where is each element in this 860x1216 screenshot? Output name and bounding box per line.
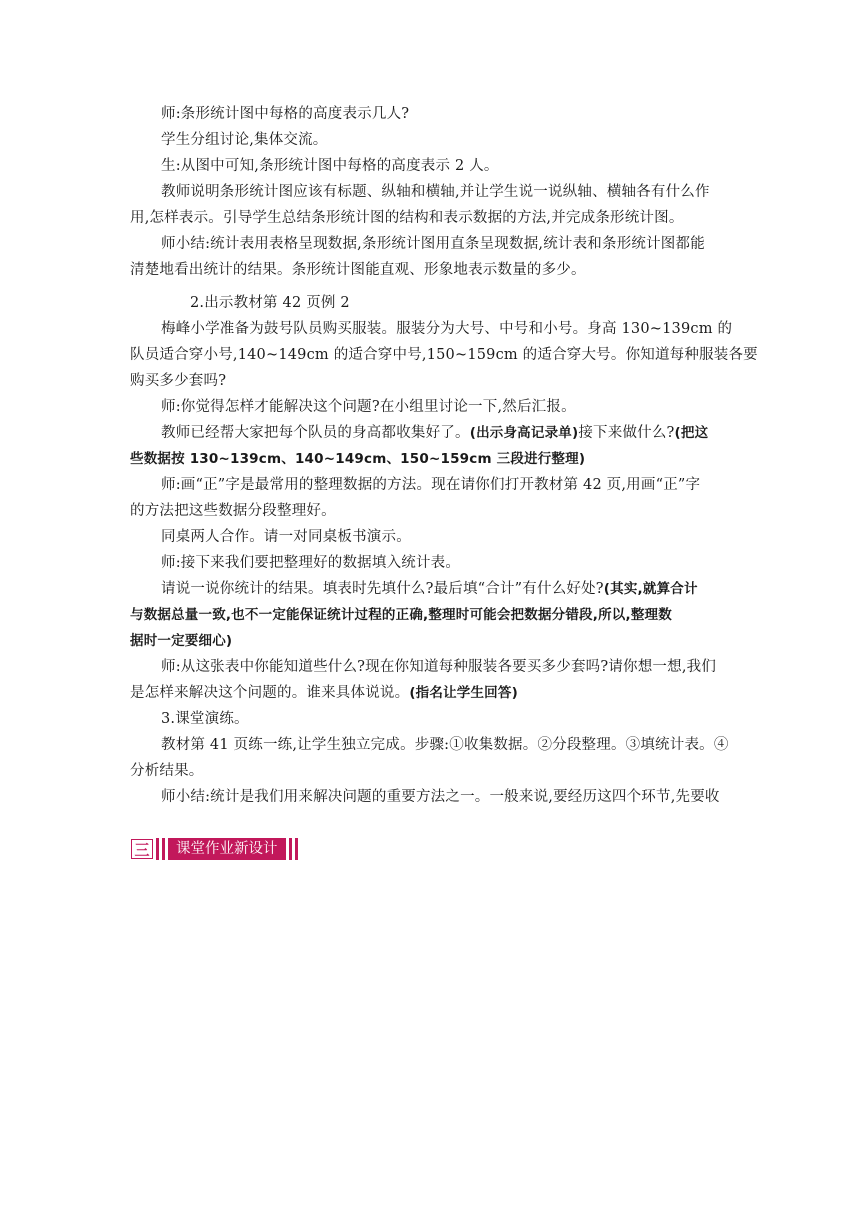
section-title: 课堂作业新设计	[168, 838, 286, 860]
paragraph: 师:从这张表中你能知道些什么?现在你知道每种服装各要买多少套吗?请你想一想,我们	[161, 659, 717, 675]
paragraph-continued: 些数据按 130~139cm、140~149cm、150~159cm 三段进行整理)	[130, 451, 586, 467]
paragraph: 梅峰小学准备为鼓号队员购买服装。服装分为大号、中号和小号。身高 130~139cm 的	[161, 321, 733, 337]
banner-stripe	[156, 838, 159, 860]
section-heading: 3.课堂演练。	[161, 711, 249, 727]
paragraph: 师:接下来我们要把整理好的数据填入统计表。	[161, 555, 461, 571]
banner-stripe	[162, 838, 165, 860]
banner-stripe	[289, 838, 292, 860]
paragraph: 请说一说你统计的结果。填表时先填什么?最后填“合计”有什么好处?(其实,就算合计	[161, 581, 698, 597]
paragraph: 同桌两人合作。请一对同桌板书演示。	[161, 529, 411, 545]
paragraph: 生:从图中可知,条形统计图中每格的高度表示 2 人。	[161, 158, 499, 174]
paragraph-continued: 分析结果。	[130, 763, 204, 779]
paragraph: 师:你觉得怎样才能解决这个问题?在小组里讨论一下,然后汇报。	[161, 399, 576, 415]
paragraph: 师:条形统计图中每格的高度表示几人?	[161, 106, 410, 122]
paragraph-continued: 购买多少套吗?	[130, 373, 227, 389]
paragraph: 教材第 41 页练一练,让学生独立完成。步骤:①收集数据。②分段整理。③填统计表。④	[161, 737, 729, 753]
paragraph: 学生分组讨论,集体交流。	[161, 132, 328, 148]
paragraph-continued: 的方法把这些数据分段整理好。	[130, 503, 336, 519]
paragraph-continued: 清楚地看出统计的结果。条形统计图能直观、形象地表示数量的多少。	[130, 262, 586, 278]
paragraph: 师小结:统计是我们用来解决问题的重要方法之一。一般来说,要经历这四个环节,先要收	[161, 789, 720, 805]
paragraph-continued: 是怎样来解决这个问题的。谁来具体说说。(指名让学生回答)	[130, 685, 518, 701]
paragraph-continued: 用,怎样表示。引导学生总结条形统计图的结构和表示数据的方法,并完成条形统计图。	[130, 210, 684, 226]
paragraph: 教师说明条形统计图应该有标题、纵轴和横轴,并让学生说一说纵轴、横轴各有什么作	[161, 184, 710, 200]
section-banner	[131, 838, 298, 860]
banner-stripe	[295, 838, 298, 860]
paragraph: 师小结:统计表用表格呈现数据,条形统计图用直条呈现数据,统计表和条形统计图都能	[161, 236, 705, 252]
paragraph-continued: 队员适合穿小号,140~149cm 的适合穿中号,150~159cm 的适合穿大号。你知道每种服装各要	[130, 347, 758, 363]
paragraph: 师:画“正”字是最常用的整理数据的方法。现在请你们打开教材第 42 页,用画“正”字	[161, 477, 701, 493]
paragraph-continued: 据时一定要细心)	[130, 633, 233, 649]
section-number: 三	[131, 839, 153, 859]
paragraph-continued: 与数据总量一致,也不一定能保证统计过程的正确,整理时可能会把数据分错段,所以,整理数	[130, 607, 672, 623]
paragraph: 教师已经帮大家把每个队员的身高都收集好了。(出示身高记录单)接下来做什么?(把这	[161, 425, 709, 441]
section-heading: 2.出示教材第 42 页例 2	[190, 295, 350, 311]
